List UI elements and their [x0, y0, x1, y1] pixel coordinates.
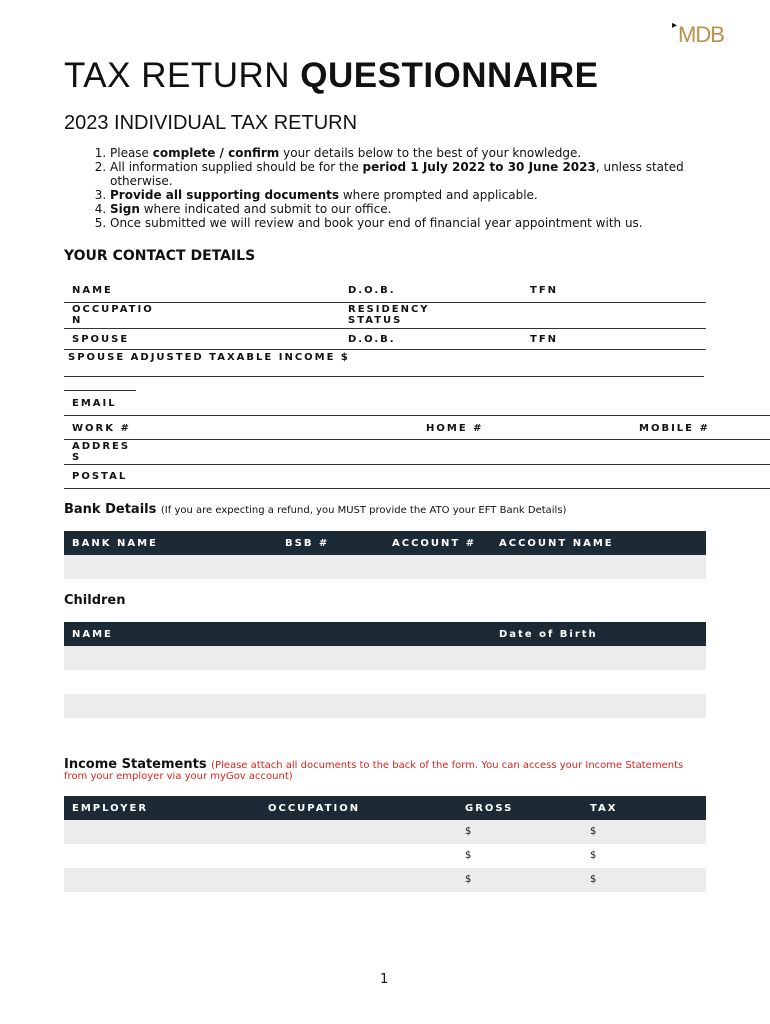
children-heading: Children: [64, 593, 126, 608]
divider: [64, 302, 706, 303]
instruction-item: 4. Sign where indicated and submit to our office.: [110, 202, 706, 216]
tax-cell: $: [590, 874, 597, 885]
divider: [64, 415, 770, 416]
column-header: ACCOUNT NAME: [499, 538, 614, 549]
column-header: TAX: [590, 803, 618, 814]
table-header: [64, 622, 706, 646]
table-row[interactable]: [64, 844, 706, 868]
income-statements-table: [64, 796, 706, 892]
bank-details-heading: Bank Details (If you are expecting a refund, you MUST provide the ATO your EFT Bank Details): [64, 502, 567, 517]
table-header: [64, 531, 706, 555]
title-light: TAX RETURN: [64, 56, 301, 95]
tax-cell: $: [590, 826, 597, 837]
table-row[interactable]: [64, 820, 706, 844]
occupation-label: OCCUPATIO N: [72, 304, 154, 326]
instruction-item: 1. Please complete / confirm your details below to the best of your knowledge.: [110, 146, 706, 160]
spouse-tfn-label: TFN: [530, 334, 559, 345]
residency-status-label: RESIDENCY STATUS: [348, 304, 430, 326]
page-number: 1: [380, 972, 389, 987]
divider: [64, 464, 770, 465]
page-title: [64, 56, 598, 96]
name-label: NAME: [72, 285, 113, 296]
page-subtitle: 2023 INDIVIDUAL TAX RETURN: [64, 112, 358, 134]
table-row[interactable]: [64, 670, 706, 694]
income-statements-heading: Income Statements (Please attach all documents to the back of the form. You can access your Income Statements: [64, 757, 684, 772]
instruction-item: 2. All information supplied should be for the period 1 July 2022 to 30 June 2023, unless stated otherwise.: [110, 160, 706, 188]
income-note: (Please attach all documents to the back of the form. You can access your Income Statements: [211, 760, 684, 771]
column-header: BANK NAME: [72, 538, 158, 549]
table-row[interactable]: [64, 555, 706, 579]
work-phone-label: WORK #: [72, 423, 131, 434]
income-note-continued: from your employer via your myGov account): [64, 771, 293, 782]
mobile-phone-label: MOBILE #: [639, 423, 710, 434]
divider: [64, 376, 704, 377]
tax-cell: $: [590, 850, 597, 861]
bank-details-note: (If you are expecting a refund, you MUST provide the ATO your EFT Bank Details): [160, 505, 567, 516]
divider-short: [64, 390, 136, 391]
column-header: Date of Birth: [499, 629, 598, 640]
table-row[interactable]: [64, 694, 706, 718]
divider: [64, 328, 706, 329]
company-logo: [672, 20, 732, 48]
divider: [64, 439, 770, 440]
table-header: [64, 796, 706, 820]
column-header: NAME: [72, 629, 113, 640]
dob-label: D.O.B.: [348, 285, 396, 296]
children-table: [64, 622, 706, 718]
spouse-label: SPOUSE: [72, 334, 130, 345]
postal-label: POSTAL: [72, 471, 128, 482]
divider: [64, 349, 706, 350]
title-bold: QUESTIONNAIRE: [300, 56, 599, 95]
email-label: EMAIL: [72, 398, 117, 409]
gross-cell: $: [465, 874, 472, 885]
instruction-item: 3. Provide all supporting documents where prompted and applicable.: [110, 188, 706, 202]
instruction-item: 5. Once submitted we will review and book your end of financial year appointment with us.: [110, 216, 706, 230]
table-row[interactable]: [64, 868, 706, 892]
logo-text: MDB: [678, 22, 724, 47]
column-header: GROSS: [465, 803, 514, 814]
column-header: ACCOUNT #: [392, 538, 477, 549]
instructions-list: [64, 146, 706, 230]
divider: [64, 488, 770, 489]
contact-details-heading: YOUR CONTACT DETAILS: [64, 248, 256, 264]
bank-details-table: [64, 531, 706, 579]
tfn-label: TFN: [530, 285, 559, 296]
column-header: OCCUPATION: [268, 803, 361, 814]
column-header: BSB #: [285, 538, 330, 549]
address-label: ADDRES S: [72, 441, 131, 463]
gross-cell: $: [465, 850, 472, 861]
gross-cell: $: [465, 826, 472, 837]
table-row[interactable]: [64, 646, 706, 670]
home-phone-label: HOME #: [426, 423, 484, 434]
logo-arrow-icon: ▸: [672, 20, 678, 31]
spouse-income-label: SPOUSE ADJUSTED TAXABLE INCOME $: [68, 352, 350, 363]
spouse-dob-label: D.O.B.: [348, 334, 396, 345]
column-header: EMPLOYER: [72, 803, 149, 814]
